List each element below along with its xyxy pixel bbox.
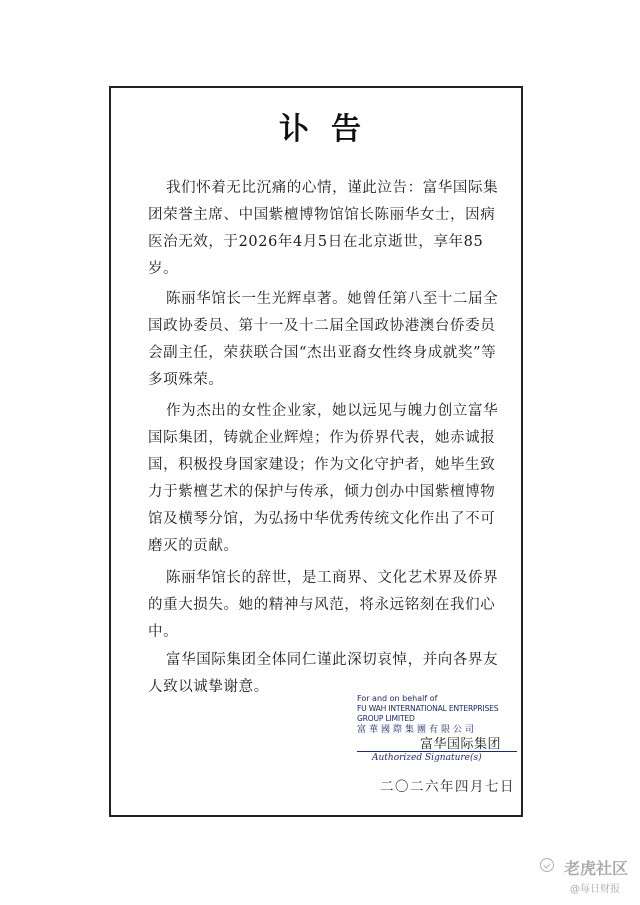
signing-company: 富华国际集团 (420, 737, 502, 752)
paragraph-loss-text: 陈丽华馆长的辞世，是工商界、文化艺术界及侨界的重大损失。她的精神与风范，将永远铭刻在我们心中。 (148, 570, 499, 640)
watermark-main-text: 老虎社区 (564, 859, 629, 878)
signature-line (357, 751, 517, 752)
paragraph-contributions (148, 398, 500, 560)
paragraph-contributions-text: 作为杰出的女性企业家，她以远见与魄力创立富华国际集团，铸就企业辉煌；作为侨界代表，她赤诚报国，积极投身国家建设；作为文化守护者，她毕生致力于紫檀艺术的保护与传承，倾力创办中国紫檀博物馆及横琴分馆，为弘扬中华优秀传统文化作出了不可磨灭的贡献。 (148, 403, 499, 554)
paragraph-loss (148, 565, 500, 646)
paragraph-announcement (148, 175, 500, 283)
stamp-company-cn: 富華國際集團有限公司 (357, 725, 478, 735)
notice-date: 二〇二六年四月七日 (380, 779, 515, 795)
paragraph-career (148, 286, 500, 394)
paragraph-condolence-text: 富华国际集团全体同仁谨此深切哀悼，并向各界友人致以诚挚谢意。 (148, 652, 499, 695)
watermark-logo-icon (540, 858, 554, 872)
stamp-behalf-line: For and on behalf of (357, 694, 438, 703)
company-stamp (357, 694, 517, 736)
paragraph-announcement-text: 我们怀着无比沉痛的心情，谨此泣告：富华国际集团荣誉主席、中国紫檀博物馆馆长陈丽华女士，因病医治无效，于2026年4月5日在北京逝世，享年85岁。 (148, 180, 499, 277)
authorized-signature-label: Authorized Signature(s) (372, 753, 482, 763)
paragraph-career-text: 陈丽华馆长一生光辉卓著。她曾任第八至十二届全国政协委员、第十一及十二届全国政协港澳台侨委员会副主任，荣获联合国“杰出亚裔女性终身成就奖”等多项殊荣。 (148, 291, 499, 388)
watermark-sub-text: @每日财报 (570, 884, 620, 895)
paragraph-condolence (148, 647, 500, 701)
stamp-company-en: FU WAH INTERNATIONAL ENTERPRISES GROUP LIMITED (357, 704, 499, 723)
notice-title: 讣告 (279, 112, 383, 147)
